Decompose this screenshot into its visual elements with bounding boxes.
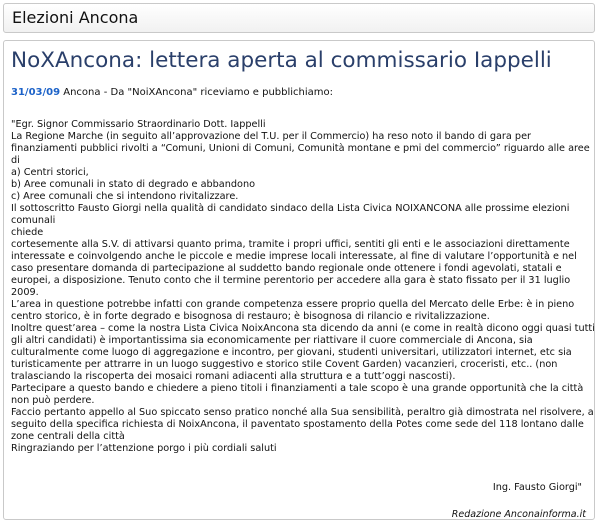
article-box	[3, 40, 595, 520]
site-header	[3, 3, 595, 33]
body-line: culturalmente come luogo di aggregazione e incontro, per giovani, studenti universitari, utilizzatori internet, etc sia	[11, 347, 572, 358]
site-title: Elezioni Ancona	[12, 8, 139, 27]
body-line: comunali	[11, 215, 56, 226]
body-line: chiede	[11, 227, 44, 238]
article-intro: Da "NoiXAncona" riceviamo e pubblichiamo:	[110, 87, 334, 98]
body-line: europei, a disposizione. Tenuto conto che il termine perentorio per accedere alla gara è stato fissato per il 31 luglio	[11, 275, 571, 286]
body-line: centro storico, è in forte degrado e bisognosa di restauro; è bisognosa di rilancio e rivitalizzazione.	[11, 311, 490, 322]
body-line: di	[11, 155, 20, 166]
body-line: Il sottoscritto Fausto Giorgi nella qualità di candidato sindaco della Lista Civica NOIXANCONA alle prossime elezioni	[11, 203, 570, 214]
body-line: turisticamente per attrarre in un luogo suggestivo e storico stile Covent Garden) vacanzieri, croceristi, etc.. (non	[11, 359, 558, 370]
body-line: caso presentare domanda di partecipazione al suddetto bando regionale onde ottenere i fondi agevolati, statali e	[11, 263, 562, 274]
body-line: zone centrali della città	[11, 431, 125, 442]
body-line: c) Aree comunali che si intendono rivitalizzare.	[11, 191, 239, 202]
body-line: tralasciando la riscoperta dei mosaici romani adiacenti alla struttura e a tutt’oggi nascosti).	[11, 371, 456, 382]
body-line: gli altri candidati) è importantissima sia economicamente per riattivare il cuore commerciale di Ancona, sia	[11, 335, 533, 346]
body-line: Partecipare a questo bando e chiedere a pieno titoli i finanziamenti a tale scopo è una grande opportunità che la città	[11, 383, 584, 394]
editorial-credit: Redazione Anconainforma.it	[451, 509, 586, 520]
body-line: non può perdere.	[11, 395, 95, 406]
body-line: finanziamenti pubblici rivolti a “Comuni, Unioni di Comuni, Comunità montane e pmi del commercio” riguardo alle aree	[11, 143, 590, 154]
article-location: Ancona -	[63, 87, 108, 98]
article-body	[11, 119, 595, 455]
signature: Ing. Fausto Giorgi"	[492, 482, 582, 493]
body-line: Inoltre quest’area – come la nostra Lista Civica NoixAncona sta dicendo da anni (e come in realtà dicono oggi quasi tutti	[11, 323, 595, 334]
body-line: a) Centri storici,	[11, 167, 89, 178]
body-line: interessate e coinvolgendo anche le piccole e medie imprese locali interessate, al fine di valutare l’opportunità e nel	[11, 251, 577, 262]
body-line: cortesemente alla S.V. di attivarsi quanto prima, tramite i propri uffici, sentiti gli enti e le associazioni direttamente	[11, 239, 570, 250]
article-title[interactable]: NoXAncona: lettera aperta al commissario Iappelli	[11, 48, 552, 73]
body-line: L’area in questione potrebbe infatti con grande competenza essere proprio quella del Mercato delle Erbe: è in pieno	[11, 299, 575, 310]
article-date: 31/03/09	[11, 87, 61, 98]
body-line: "Egr. Signor Commissario Straordinario Dott. Iappelli	[11, 119, 266, 130]
article-meta	[11, 87, 333, 98]
body-line: seguito della specifica richiesta di NoixAncona, il paventato spostamento della Potes come sede del 118 lontano dalle	[11, 419, 584, 430]
body-line: b) Aree comunali in stato di degrado e abbandono	[11, 179, 256, 190]
body-line: 2009.	[11, 287, 39, 298]
body-line: La Regione Marche (in seguito all’approvazione del T.U. per il Commercio) ha reso noto il bando di gara per	[11, 131, 532, 142]
body-line: Faccio pertanto appello al Suo spiccato senso pratico nonché alla Sua sensibilità, peraltro già dimostrata nel risolvere, a	[11, 407, 594, 418]
body-line: Ringraziando per l’attenzione porgo i più cordiali saluti	[11, 443, 277, 454]
